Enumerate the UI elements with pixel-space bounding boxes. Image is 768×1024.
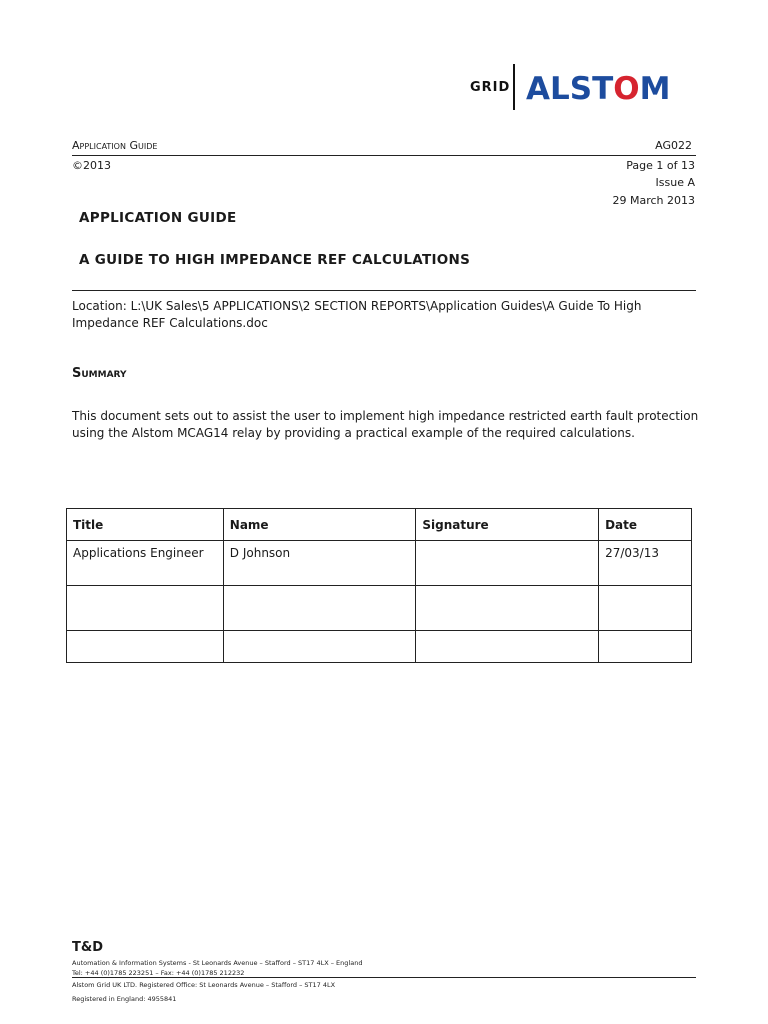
table-row: [67, 541, 692, 586]
signature-table: [66, 508, 692, 663]
title-rule: [72, 290, 696, 291]
table-header-row: [67, 509, 692, 541]
table-cell: [599, 586, 692, 631]
footer-registered-office: Alstom Grid UK LTD. Registered Office: St Leonards Avenue – Stafford – ST17 4LX: [72, 981, 336, 989]
table-row: [67, 586, 692, 631]
table-cell: [416, 586, 599, 631]
column-header: Signature: [416, 509, 599, 541]
copyright: ©2013: [72, 159, 111, 172]
table-cell: [67, 586, 224, 631]
column-header: Title: [67, 509, 224, 541]
doc-type: Application Guide: [72, 139, 158, 152]
footer-address: Automation & Information Systems - St Leonards Avenue – Stafford – ST17 4LX – England: [72, 959, 363, 967]
footer-rule: [72, 977, 696, 978]
alstom-logo: [526, 69, 670, 109]
alstom-logo-text-start: ALST: [526, 71, 614, 107]
table-cell: 27/03/13: [599, 541, 692, 586]
table-cell: D Johnson: [223, 541, 416, 586]
table-cell: [223, 586, 416, 631]
header-rule: [72, 155, 696, 156]
table-cell: [223, 631, 416, 663]
document-title: A GUIDE TO HIGH IMPEDANCE REF CALCULATIONS: [79, 252, 471, 268]
guide-heading: APPLICATION GUIDE: [79, 210, 237, 226]
alstom-logo-o: O: [613, 71, 640, 107]
alstom-logo-text-end: M: [639, 71, 671, 107]
footer-contact: Tel: +44 (0)1785 223251 – Fax: +44 (0)1785 212232: [72, 969, 245, 977]
grid-logo-text: GRID: [470, 80, 511, 95]
logo-divider: [513, 64, 515, 110]
table-cell: [67, 631, 224, 663]
file-location: Location: L:\UK Sales\5 APPLICATIONS\2 SECTION REPORTS\Application Guides\A Guide To High Impedance REF Calculations.doc: [72, 299, 642, 330]
issue: Issue A: [655, 176, 695, 189]
table-cell: [416, 541, 599, 586]
doc-code: AG022: [655, 139, 692, 152]
table-row: [67, 631, 692, 663]
page-number: Page 1 of 13: [626, 159, 695, 172]
table-cell: [416, 631, 599, 663]
column-header: Name: [223, 509, 416, 541]
table-cell: Applications Engineer: [67, 541, 224, 586]
footer-registration: Registered in England: 4955841: [72, 995, 177, 1003]
column-header: Date: [599, 509, 692, 541]
summary-text: This document sets out to assist the user to implement high impedance restricted earth fault protection using the Alstom MCAG14 relay by providing a practical example of the required calculations.: [72, 409, 699, 440]
summary-heading: Summary: [72, 366, 127, 381]
table-cell: [599, 631, 692, 663]
footer-title: T&D: [72, 940, 103, 955]
issue-date: 29 March 2013: [612, 194, 695, 207]
